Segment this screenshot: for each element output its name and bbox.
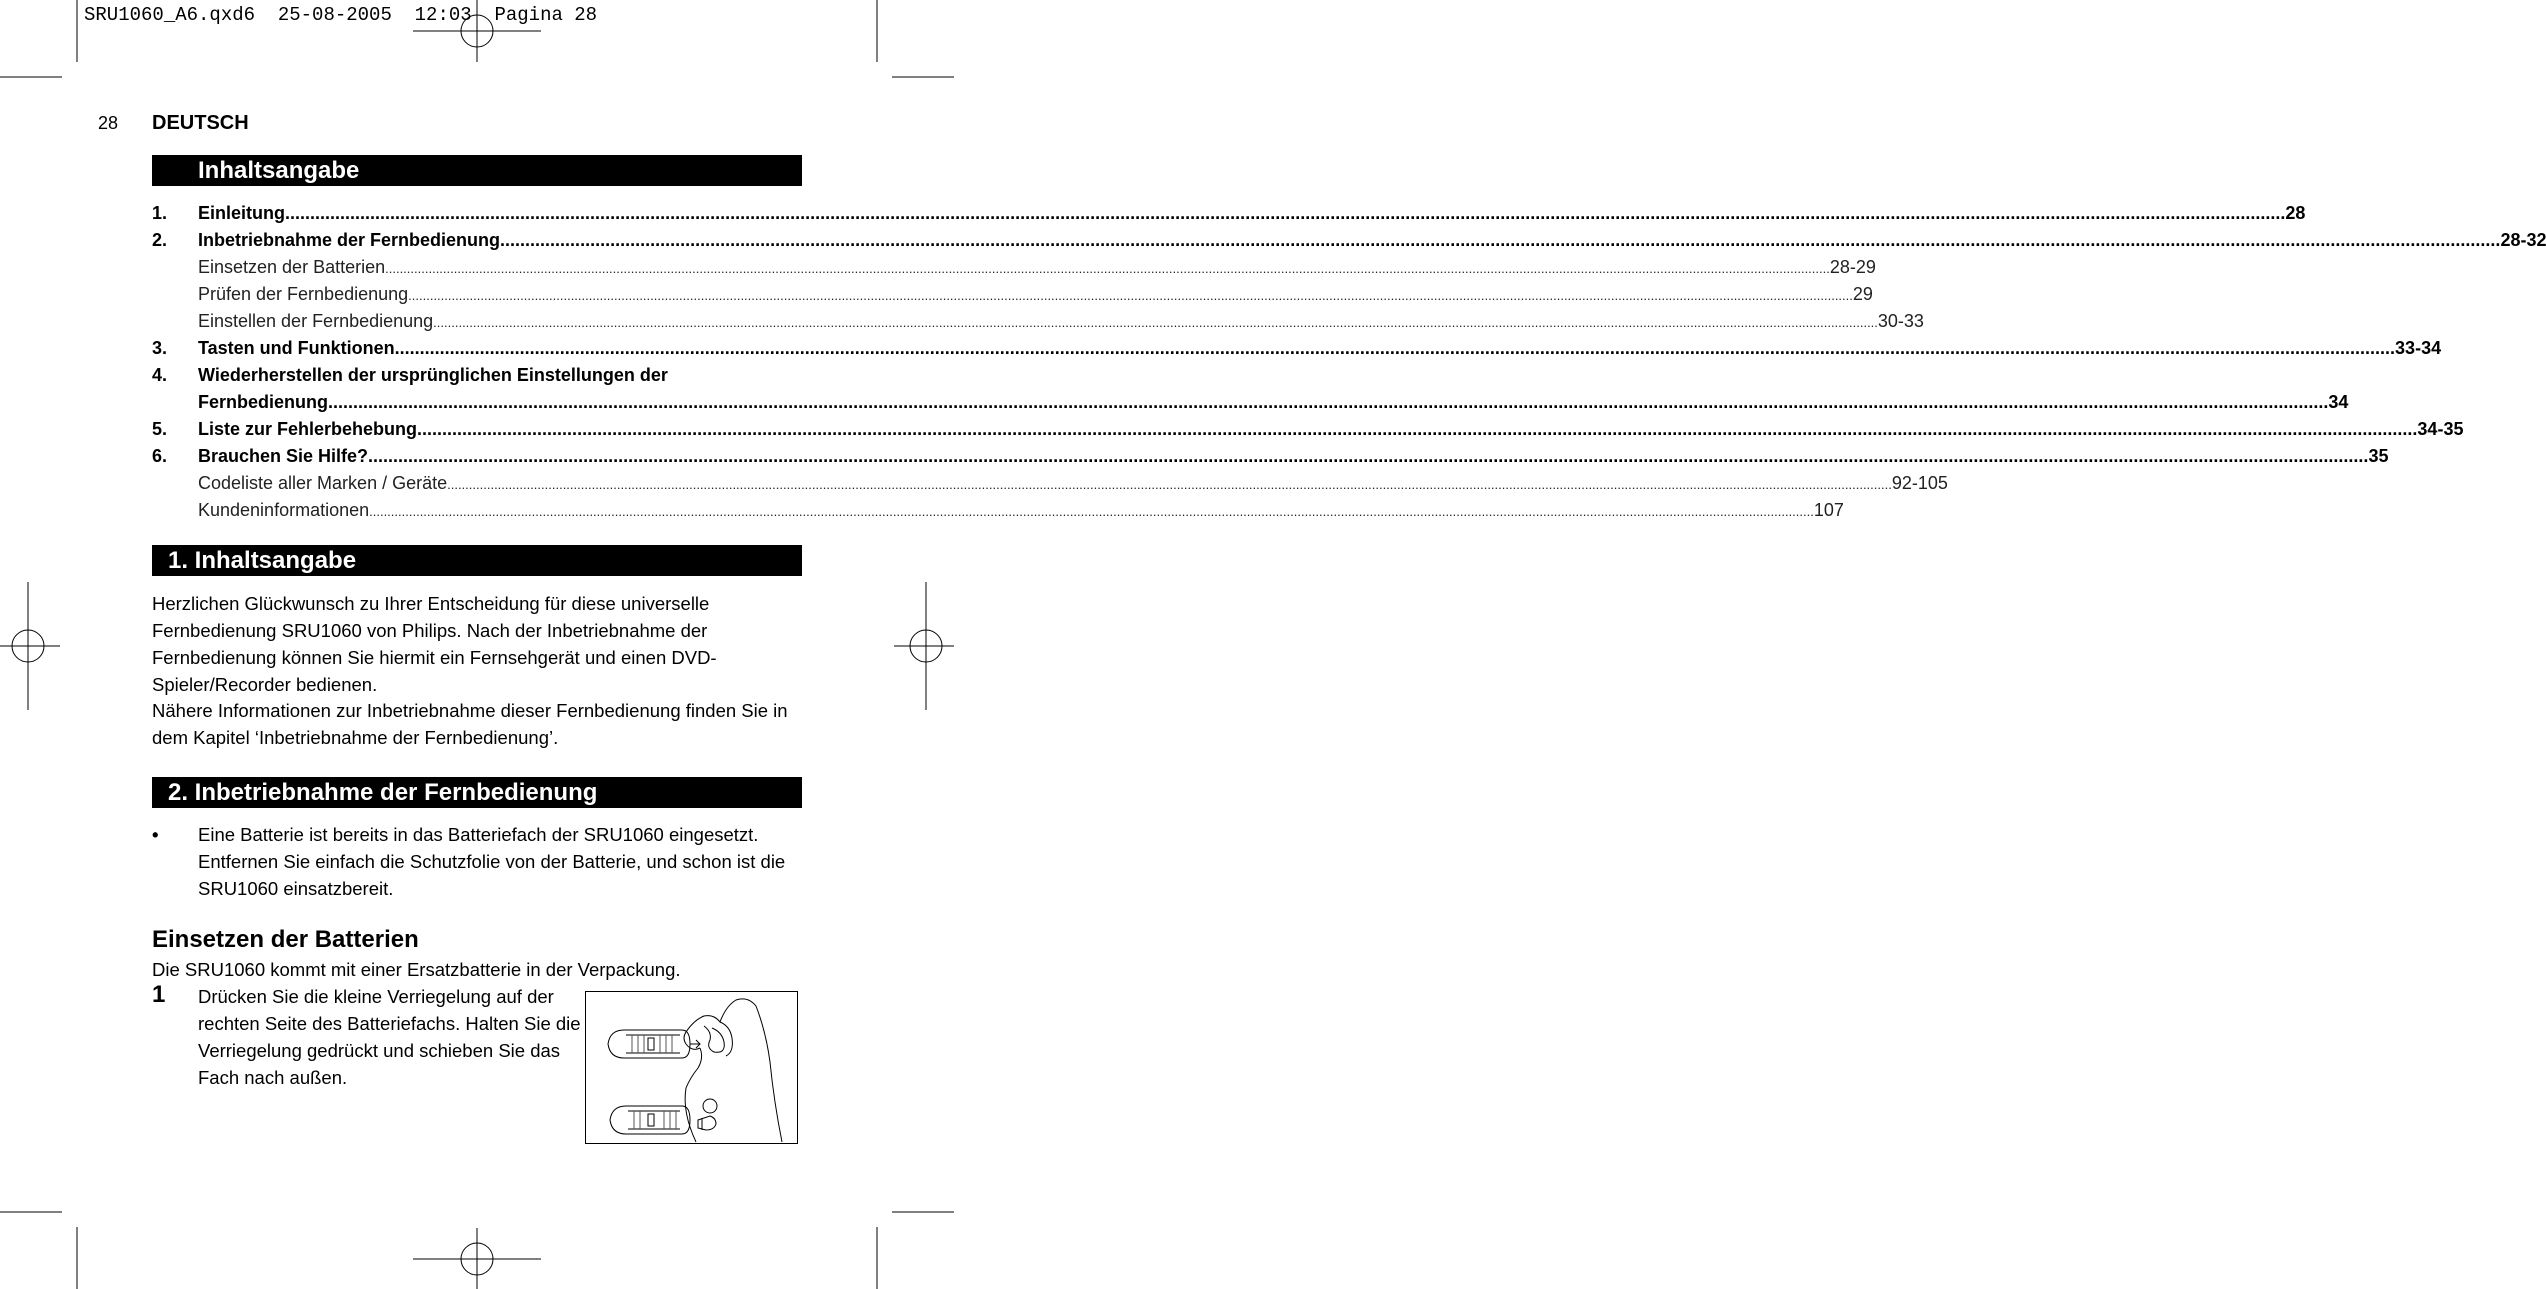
toc-entry-title: Wiederherstellen der ursprünglichen Einstellungen der bbox=[198, 365, 668, 385]
toc-entry-title: Fernbedienung bbox=[198, 392, 328, 412]
toc-entry-number: 4. bbox=[152, 365, 168, 385]
toc-leader-dots: ................................................................................................................................................................................................................................................................................................................................................................................................................ bbox=[408, 288, 1853, 303]
toc-title-bar bbox=[152, 155, 802, 186]
toc-entry bbox=[152, 497, 1844, 524]
toc-entry bbox=[152, 308, 1924, 335]
section-2-title-bar bbox=[152, 777, 802, 808]
toc-entry-title: Einleitung bbox=[198, 203, 285, 223]
toc-entry-number: 3. bbox=[152, 338, 168, 358]
toc-leader-dots: ................................................................................................................................................................................................................................................................................................................................................................................................................ bbox=[369, 504, 1814, 519]
battery-illustration bbox=[585, 991, 798, 1144]
batteries-heading: Einsetzen der Batterien bbox=[152, 926, 419, 953]
toc-leader-dots: ................................................................................................................................................................................................................................................................................................................................................................................................................ bbox=[285, 203, 2286, 223]
toc-entry-title: Tasten und Funktionen bbox=[198, 338, 395, 358]
section-1-title-bar bbox=[152, 545, 802, 576]
toc-entry-page: 28 bbox=[2285, 203, 2306, 223]
toc-entry-title: Codeliste aller Marken / Geräte bbox=[198, 473, 448, 493]
toc-title: Inhaltsangabe bbox=[198, 157, 360, 184]
language-heading: DEUTSCH bbox=[152, 112, 249, 134]
toc-leader-dots: ................................................................................................................................................................................................................................................................................................................................................................................................................ bbox=[500, 230, 2501, 250]
toc-entry-number: 2. bbox=[152, 230, 168, 250]
print-slug: SRU1060_A6.qxd6 25-08-2005 12:03 Pagina 28 bbox=[84, 4, 598, 26]
registration-mark-left bbox=[0, 582, 60, 710]
toc-entry-title: Einsetzen der Batterien bbox=[198, 257, 386, 277]
step-1 bbox=[152, 983, 582, 1091]
toc-entry bbox=[152, 281, 1873, 308]
toc-entry-title: Liste zur Fehlerbehebung bbox=[198, 419, 418, 439]
toc-entry bbox=[152, 335, 2442, 362]
step-number: 1 bbox=[152, 981, 166, 1008]
toc-leader-dots: ................................................................................................................................................................................................................................................................................................................................................................................................................ bbox=[447, 477, 1892, 492]
section-1-title: 1. Inhaltsangabe bbox=[168, 547, 357, 574]
toc-entry bbox=[152, 416, 2464, 443]
batteries-intro: Die SRU1060 kommt mit einer Ersatzbatterie in der Verpackung. bbox=[152, 959, 681, 980]
toc-entry-number: 5. bbox=[152, 419, 168, 439]
toc-entry-title: Prüfen der Fernbedienung bbox=[198, 284, 409, 304]
toc-entry bbox=[152, 227, 2546, 254]
step-text: Drücken Sie die kleine Verriegelung auf der rechten Seite des Batteriefachs. Halten Sie die Verriegelung gedrückt und schieben Sie das Fach nach außen. bbox=[198, 986, 581, 1088]
bullet-symbol: • bbox=[152, 824, 159, 845]
toc-entry bbox=[152, 470, 1948, 497]
intro-paragraph: Herzlichen Glückwunsch zu Ihrer Entscheidung für diese universelle Fernbedienung SRU1060 von Philips. Nach der Inbetriebnahme der Fernbedienung können Sie hiermit ein Fernsehgerät und einen DVD-Spieler/Recorder bedienen. bbox=[152, 593, 717, 695]
toc-entry-title: Kundeninformationen bbox=[198, 500, 370, 520]
toc-entry-page: 29 bbox=[1852, 284, 1873, 304]
registration-mark-bottom bbox=[413, 1228, 541, 1289]
toc-entry-page: 107 bbox=[1813, 500, 1844, 520]
toc-entry-number: 1. bbox=[152, 203, 168, 223]
battery-bullet bbox=[152, 821, 802, 902]
toc-entry-title: Einstellen der Fernbedienung bbox=[198, 311, 434, 331]
registration-mark-right bbox=[894, 582, 954, 710]
toc-leader-dots: ................................................................................................................................................................................................................................................................................................................................................................................................................ bbox=[385, 261, 1830, 276]
bullet-text: Eine Batterie ist bereits in das Batteriefach der SRU1060 eingesetzt. Entfernen Sie einfach die Schutzfolie von der Batterie, und schon ist die SRU1060 einsatzbereit. bbox=[198, 824, 786, 899]
info-paragraph: Nähere Informationen zur Inbetriebnahme dieser Fernbedienung finden Sie in dem Kapitel ‘Inbetriebnahme der Fernbedienung’. bbox=[152, 700, 788, 748]
toc-entry-page: 34 bbox=[2328, 392, 2349, 412]
toc-entry-title: Inbetriebnahme der Fernbedienung bbox=[198, 230, 501, 250]
toc-entry-page: 28-32 bbox=[2500, 230, 2546, 250]
toc-entry-page: 35 bbox=[2368, 446, 2389, 466]
toc-entry-title: Brauchen Sie Hilfe? bbox=[198, 446, 369, 466]
toc-leader-dots: ................................................................................................................................................................................................................................................................................................................................................................................................................ bbox=[433, 315, 1878, 330]
toc-entry-page: 34-35 bbox=[2417, 419, 2464, 439]
toc-entry-page: 30-33 bbox=[1877, 311, 1924, 331]
toc-leader-dots: ................................................................................................................................................................................................................................................................................................................................................................................................................ bbox=[328, 392, 2329, 412]
toc-entry-page: 92-105 bbox=[1891, 473, 1948, 493]
toc-entry-page: 28-29 bbox=[1829, 257, 1876, 277]
toc-entry-page: 33-34 bbox=[2395, 338, 2442, 358]
toc-entry bbox=[152, 389, 2349, 416]
page-number: 28 bbox=[98, 113, 119, 133]
toc-entry-number: 6. bbox=[152, 446, 168, 466]
table-of-contents bbox=[152, 200, 2546, 524]
toc-leader-dots: ................................................................................................................................................................................................................................................................................................................................................................................................................ bbox=[417, 419, 2418, 439]
section-2-title: 2. Inbetriebnahme der Fernbedienung bbox=[168, 779, 598, 806]
toc-leader-dots: ................................................................................................................................................................................................................................................................................................................................................................................................................ bbox=[394, 338, 2396, 358]
toc-leader-dots: ................................................................................................................................................................................................................................................................................................................................................................................................................ bbox=[368, 446, 2369, 466]
toc-entry bbox=[152, 254, 1876, 281]
battery-compartment-drawing bbox=[586, 992, 797, 1143]
toc-entry bbox=[152, 362, 802, 389]
toc-entry bbox=[152, 443, 2389, 470]
toc-entry bbox=[152, 200, 2306, 227]
